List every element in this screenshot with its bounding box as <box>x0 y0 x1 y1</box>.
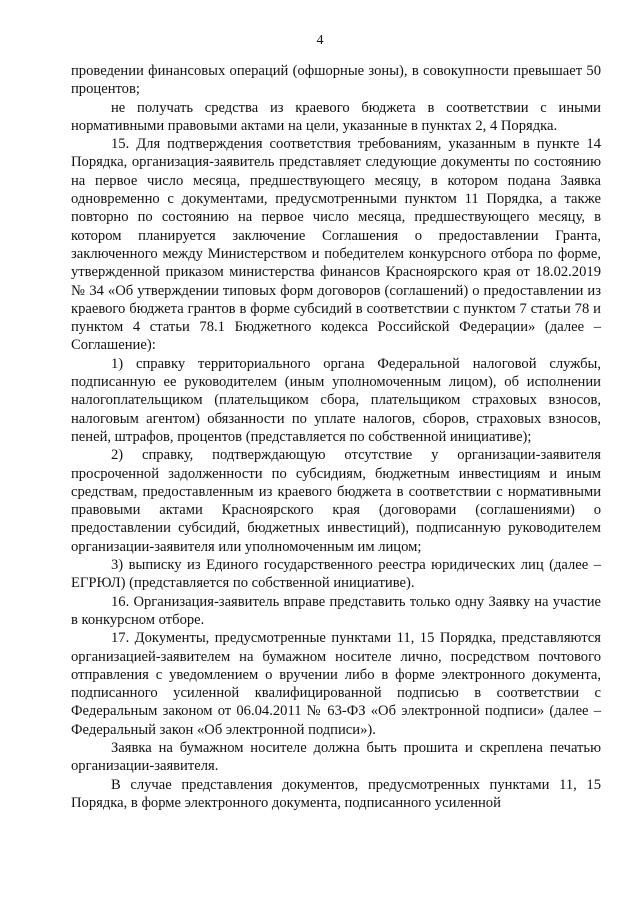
paragraph-electronic-submission: В случае представления документов, предусмотренных пунктами 11, 15 Порядка, в форме электронного документа, подписанного усиленной <box>71 776 601 811</box>
paragraph-clause-15: 15. Для подтверждения соответствия требованиям, указанным в пункте 14 Порядка, организация-заявитель представляет следующие документы по состоянию на первое число месяца, предшествующего месяцу, в котором подана Заявка одновременно с документами, предусмотренными пунктом 11 Порядка, а также повторно по состоянию на первое число месяца, предшествующего месяцу, в котором планируется заключение Соглашения о предоставлении Гранта, заключенного между Министерством и победителем конкурсного отбора по форме, утвержденной приказом министерства финансов Красноярского края от 18.02.2019 № 34 «Об утверждении типовых форм договоров (соглашений) о предоставлении из краевого бюджета грантов в форме субсидий в соответствии с пунктом 7 статьи 78 и пунктом 4 статьи 78.1 Бюджетного кодекса Российской Федерации» (далее – Соглашение): <box>71 136 601 354</box>
paragraph-clause-17: 17. Документы, предусмотренные пунктами 11, 15 Порядка, представляются организацией-заявителем на бумажном носителе лично, посредством почтового отправления с уведомлением о вручении либо в форме электронного документа, подписанного усиленной квалифицированной подписью в соответствии с Федеральным законом от 06.04.2011 № 63-ФЗ «Об электронной подписи» (далее – Федеральный закон «Об электронной подписи»). <box>71 630 601 738</box>
document-body <box>71 62 601 812</box>
paragraph-item-1-tax-certificate: 1) справку территориального органа Федеральной налоговой службы, подписанную ее руководителем (иным уполномоченным лицом), об исполнении налогоплательщиком (плательщиком сбора, плательщиком страховых взносов, налоговым агентом) обязанности по уплате налогов, сборов, страховых взносов, пеней, штрафов, процентов (представляется по собственной инициативе); <box>71 355 601 445</box>
paragraph-continuation: проведении финансовых операций (офшорные зоны), в совокупности превышает 50 процентов; <box>71 63 601 98</box>
paragraph-binding-requirement: Заявка на бумажном носителе должна быть прошита и скреплена печатью организации-заявителя. <box>71 739 601 775</box>
paragraph-item-3-egrul-extract: 3) выписку из Единого государственного реестра юридических лиц (далее – ЕГРЮЛ) (представляется по собственной инициативе). <box>71 557 601 592</box>
paragraph-clause-16: 16. Организация-заявитель вправе представить только одну Заявку на участие в конкурсном отборе. <box>71 593 601 628</box>
paragraph-budget-condition: не получать средства из краевого бюджета в соответствии с иными нормативными правовыми актами на цели, указанные в пунктах 2, 4 Порядка. <box>71 99 601 134</box>
paragraph-item-2-debt-certificate: 2) справку, подтверждающую отсутствие у организации-заявителя просроченной задолженности по субсидиям, бюджетным инвестициям и иным средствам, предоставленным из краевого бюджета в соответствии с нормативными правовыми актами Красноярского края (договорами (соглашениями) о предоставлении субсидий, бюджетных инвестиций), подписанную руководителем организации-заявителя или уполномоченным им лицом; <box>71 447 601 555</box>
page-number: 4 <box>316 33 324 48</box>
